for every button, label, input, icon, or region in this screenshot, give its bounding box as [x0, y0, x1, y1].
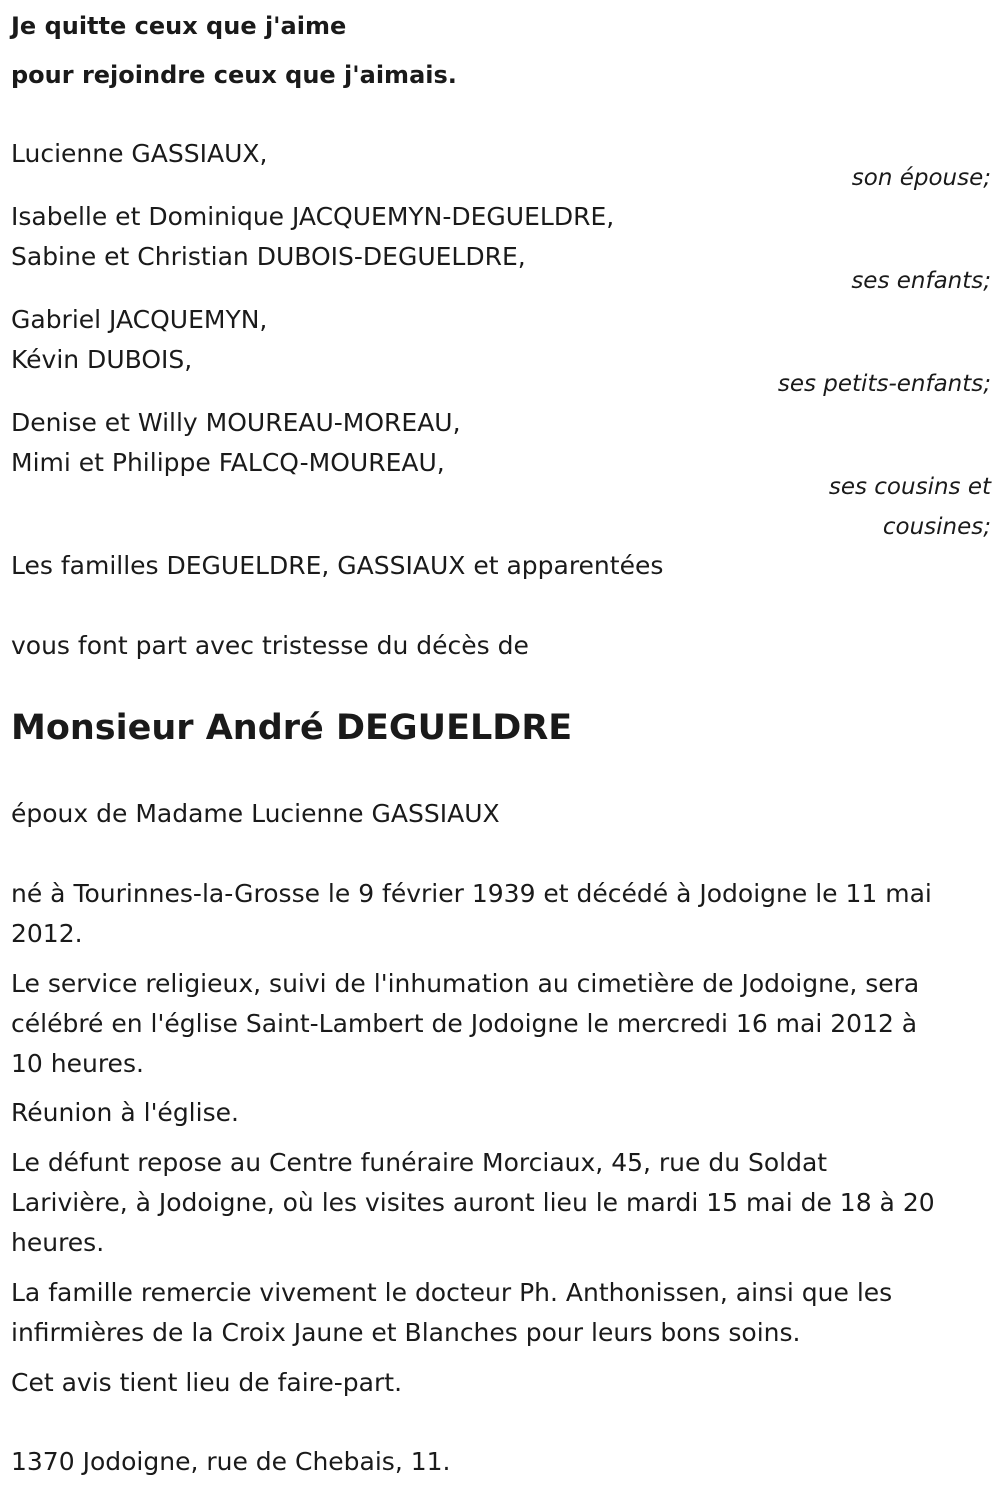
- grandchild-name-2: Kévin DUBOIS,: [11, 345, 193, 374]
- notice-line: Cet avis tient lieu de faire-part.: [11, 1368, 403, 1397]
- families-line: Les familles DEGUELDRE, GASSIAUX et apparentées: [11, 551, 664, 580]
- cousins-role-line-1: ses cousins et: [828, 474, 991, 500]
- deceased-spouse-line: époux de Madame Lucienne GASSIAUX: [11, 799, 500, 828]
- child-name-2: Sabine et Christian DUBOIS-DEGUELDRE,: [11, 242, 526, 271]
- spouse-role: son épouse;: [851, 165, 991, 191]
- repose-line-1: Le défunt repose au Centre funéraire Morciaux, 45, rue du Soldat: [11, 1148, 828, 1177]
- spouse-name: Lucienne GASSIAUX,: [11, 139, 268, 168]
- announcement: vous font part avec tristesse du décès de: [11, 631, 529, 660]
- service-line-2: célébré en l'église Saint-Lambert de Jodoigne le mercredi 16 mai 2012 à: [11, 1009, 918, 1038]
- grandchildren-role: ses petits-enfants;: [777, 371, 991, 397]
- service-line-1: Le service religieux, suivi de l'inhumation au cimetière de Jodoigne, sera: [11, 969, 920, 998]
- meeting-line: Réunion à l'église.: [11, 1098, 239, 1127]
- repose-line-2: Larivière, à Jodoigne, où les visites auront lieu le mardi 15 mai de 18 à 20: [11, 1188, 935, 1217]
- cousins-role-line-2: cousines;: [882, 514, 991, 540]
- epigraph-line-2: pour rejoindre ceux que j'aimais.: [11, 61, 457, 89]
- service-line-3: 10 heures.: [11, 1049, 144, 1078]
- deceased-name: Monsieur André DEGUELDRE: [11, 708, 573, 748]
- cousin-name-2: Mimi et Philippe FALCQ-MOUREAU,: [11, 448, 445, 477]
- thanks-line-2: infirmières de la Croix Jaune et Blanches pour leurs bons soins.: [11, 1318, 801, 1347]
- grandchild-name-1: Gabriel JACQUEMYN,: [11, 305, 268, 334]
- repose-line-3: heures.: [11, 1228, 105, 1257]
- epigraph-line-1: Je quitte ceux que j'aime: [11, 12, 347, 40]
- child-name-1: Isabelle et Dominique JACQUEMYN-DEGUELDRE,: [11, 202, 615, 231]
- birth-death-line-1: né à Tourinnes-la-Grosse le 9 février 1939 et décédé à Jodoigne le 11 mai: [11, 879, 932, 908]
- thanks-line-1: La famille remercie vivement le docteur Ph. Anthonissen, ainsi que les: [11, 1278, 893, 1307]
- children-role: ses enfants;: [851, 268, 991, 294]
- birth-death-line-2: 2012.: [11, 919, 83, 948]
- cousin-name-1: Denise et Willy MOUREAU-MOREAU,: [11, 408, 461, 437]
- address-line: 1370 Jodoigne, rue de Chebais, 11.: [11, 1447, 451, 1476]
